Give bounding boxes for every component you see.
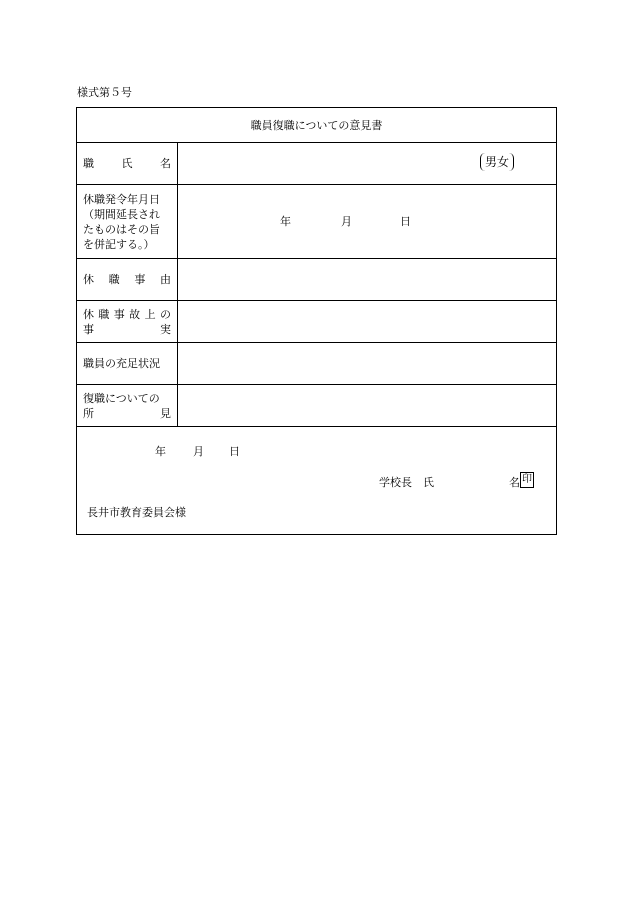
name-char: 名 xyxy=(509,476,520,489)
principal-label: 学校長 氏 xyxy=(379,476,434,489)
submit-month: 月 xyxy=(193,445,204,458)
submit-year: 年 xyxy=(155,445,166,458)
form-number: 様式第５号 xyxy=(77,86,132,99)
seal-mark: 印 xyxy=(520,472,534,488)
opinion-label: 復職についての 所 見 xyxy=(77,385,178,427)
submit-day: 日 xyxy=(229,445,240,458)
opinion-form-table xyxy=(76,107,557,535)
leave-year: 年 xyxy=(280,215,291,228)
name-field[interactable] xyxy=(178,143,557,185)
leave-month: 月 xyxy=(341,215,352,228)
leave-date-label: 休職発令年月日 （期間延長され たものはその旨 を併記する。） xyxy=(77,185,178,259)
leave-date-field[interactable] xyxy=(178,185,557,259)
reason-field[interactable] xyxy=(178,259,557,301)
fact-field[interactable] xyxy=(178,301,557,343)
name-label: 職 氏 名 xyxy=(77,143,178,185)
reason-label: 休 職 事 由 xyxy=(77,259,178,301)
opinion-field[interactable] xyxy=(178,385,557,427)
signature-section xyxy=(77,427,557,535)
addressee: 長井市教育委員会様 xyxy=(87,506,186,519)
form-title: 職員復職についての意見書 xyxy=(77,108,557,143)
staff-label: 職員の充足状況 xyxy=(77,343,178,385)
staff-field[interactable] xyxy=(178,343,557,385)
sex-mark[interactable]: 男女 xyxy=(480,153,514,171)
leave-day: 日 xyxy=(400,215,411,228)
fact-label: 休 職 事 故 上 の 事 実 xyxy=(77,301,178,343)
